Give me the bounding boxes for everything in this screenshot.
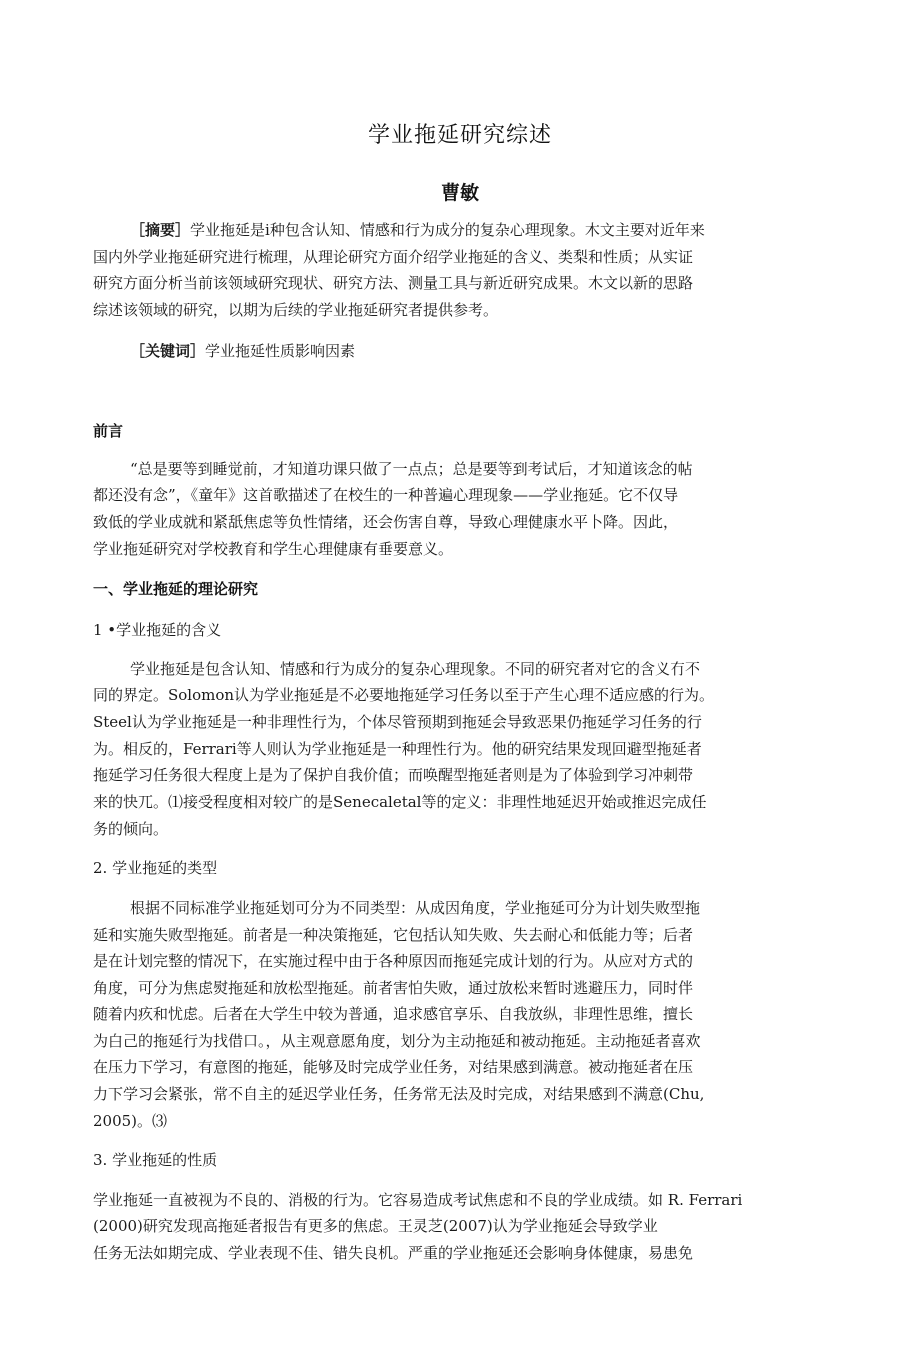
sub1-line: Steel认为学业拖延是一种非理性行为，个体尽管预期到拖延会导致恶果仍拖延学习任务的行 xyxy=(93,713,702,731)
abstract-line: 研究方面分析当前该领域研究现状、研究方法、测量工具与新近研究成果。木文以新的思路 xyxy=(93,274,694,292)
preface-line: 都还没有念”，《童年》这首歌描述了在校生的一种普遍心理现象——学业拖延。它不仅导 xyxy=(93,486,679,504)
sub2-line: 根据不同标准学业拖延划可分为不同类型：从成因角度，学业拖延可分为计划失败型拖 xyxy=(130,899,701,917)
keywords-line xyxy=(130,341,355,361)
preface-line: 学业拖延研究对学校教育和学生心理健康有垂要意义。 xyxy=(93,540,454,558)
abstract-text: 学业拖延是i种包含认知、情感和行为成分的复杂心理现象。木文主要对近年来 xyxy=(190,221,705,239)
sub2-line: 延和实施失败型拖延。前者是一种决策拖延，它包括认知失败、失去耐心和低能力等；后者 xyxy=(93,926,694,944)
sub2-line: 角度，可分为焦虑熨拖延和放松型拖延。前者害怕失败，通过放松来暂时逃避压力，同时伴 xyxy=(93,979,694,997)
sub3-line: (2000)研究发现高拖延者报告有更多的焦虑。王灵芝(2007)认为学业拖延会导致学业 xyxy=(93,1217,658,1235)
abstract-line: 国内外学业拖延研究进行梳理，从理论研究方面介绍学业拖延的含义、类梨和性质；从实证 xyxy=(93,248,694,266)
subsection2-heading: 2. 学业拖延的类型 xyxy=(93,859,218,877)
sub3-line: 任务无法如期完成、学业表现不佳、错失良机。严重的学业拖延还会影响身体健康，易患免 xyxy=(93,1244,694,1262)
subsection1-heading: 1 •学业拖延的含义 xyxy=(93,621,222,639)
abstract-tag: ［摘要］ xyxy=(130,221,191,239)
sub2-line: 是在计划完整的情况下，在实施过程中由于各种原因而拖延完成计划的行为。从应对方式的 xyxy=(93,952,694,970)
keywords-tag: ［关键词］ xyxy=(130,342,206,360)
preface-heading: 前言 xyxy=(93,422,124,440)
sub1-line: 来的快兀。⑴接受程度相对较广的是Senecaletal等的定义：非理性地延迟开始或推迟完成任 xyxy=(93,793,707,811)
sub1-line: 务的倾向。 xyxy=(93,820,169,838)
sub1-line: 拖延学习任务很大程度上是为了保护自我价值；而唤醒型拖延者则是为了体验到学习冲刺带 xyxy=(93,766,694,784)
sub2-line: 为白己的拖延行为找借口。，从主观意愿角度，划分为主动拖延和被动拖延。主动拖延者喜欢 xyxy=(93,1032,701,1050)
sub1-line: 为。相反的，Ferrari等人则认为学业拖延是一种理性行为。他的研究结果发现回避型拖延者 xyxy=(93,740,702,758)
subsection3-heading: 3. 学业拖延的性质 xyxy=(93,1151,218,1169)
section1-heading: 一、学业拖延的理论研究 xyxy=(93,580,259,598)
keywords-text: 学业拖延性质影响因素 xyxy=(205,342,356,360)
abstract-line: 综述该领域的研究，以期为后续的学业拖延研究者提供参考。 xyxy=(93,301,499,319)
paper-author: 曹敏 xyxy=(440,182,479,204)
preface-line: 致低的学业成就和紧舐焦虑等负性情绪，还会伤害自尊，导致心理健康水平卜降。因此， xyxy=(93,513,679,531)
sub2-line: 随着内疚和忧虑。后者在大学生中较为普通，追求感官享乐、自我放纵，非理性思维，擅长 xyxy=(93,1005,694,1023)
sub2-line: 在压力下学习，有意图的拖延，能够及时完成学业任务，对结果感到满意。被动拖延者在压 xyxy=(93,1058,694,1076)
sub2-line: 2005)。⑶ xyxy=(93,1112,168,1130)
abstract-line xyxy=(130,220,705,240)
sub1-line: 同的界定。Solomon认为学业拖延是不必要地拖延学习任务以至于产生心理不适应感的行为。 xyxy=(93,686,715,704)
sub3-line: 学业拖延一直被视为不良的、消极的行为。它容易造成考试焦虑和不良的学业成绩。如 R. Ferrari xyxy=(93,1191,743,1209)
sub2-line: 力下学习会紧张，常不自主的延迟学业任务，任务常无法及时完成，对结果感到不满意(Chu, xyxy=(93,1085,705,1103)
sub1-line: 学业拖延是包含认知、情感和行为成分的复杂心理现象。不同的研究者对它的含义冇不 xyxy=(130,660,701,678)
preface-line: “总是要等到睡觉前，才知道功课只做了一点点；总是要等到考试后，才知道该念的帖 xyxy=(130,460,693,478)
paper-title: 学业拖延研究综述 xyxy=(367,123,552,148)
